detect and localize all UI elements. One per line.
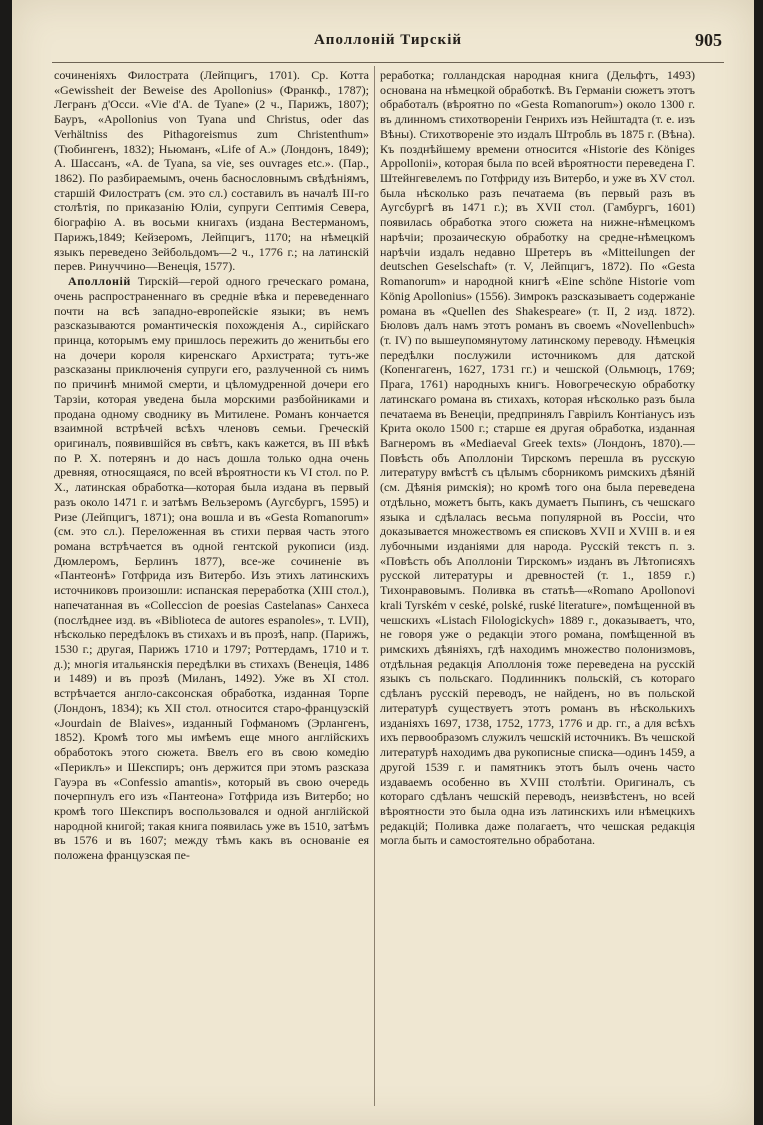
book-page [12, 0, 754, 1125]
article-continuation-paragraph: реработка; голландская народная книга (Дельфтъ, 1493) основана на нѣмецкой обработкѣ. Въ Германіи сюжетъ этотъ обработалъ (вѣроятно по «Gesta Romanorum») около 1300 г. въ длинномъ стихотвореніи Генрихъ изъ Нейштадта (т. е. изъ Вѣны). Стихотвореніе это издалъ Штробль въ 1875 г. (Вѣна). Къ позднѣйшему времени относится «Historie des Königes Appollonii», которая была по всей вѣроятности переведена Г. Штейнгевелемъ по Готфриду изъ Витербо, и уже въ XV стол. была нѣсколько разъ печатаема (въ первый разъ въ Аугсбургѣ въ 1471 г.); въ XVII стол. (Гамбургъ, 1601) появилась обработка этого сюжета на нижне-нѣмецкомъ нарѣчіи; прозаическую обработку на средне-нѣмецкомъ нарѣчіи издалъ недавно Шретеръ въ «Mitteilungen der deutschen Geselschaft» (т. V, Лейпцигъ, 1872). По «Gesta Romanorum» и народной книгѣ «Eine schöne Historie vom König Apollonius» (1556). Зимрокъ разсказываетъ содержаніе романа въ «Quellen des Shakespeare» (т. II, 2 изд. 1872). Бюловъ далъ намъ этотъ романъ въ своемъ «Novellenbuch» (т. IV) по вышеупомянутому латинскому переводу. Нѣмецкія передѣлки послужили источникомъ для датской (Копенгагенъ, 1627, 1731 гг.) и чешской (Ольмюцъ, 1769; Прага, 1761) народныхъ книгъ. Новогреческую обработку латинскаго романа въ стихахъ, которая нѣсколько разъ была печатаема въ Венеціи, предпринялъ Гавріилъ Контіанусъ изъ Крита около 1500 г.; старше ея другая обработка, изданная Вагнеромъ въ «Mediaeval Greek texts» (Лондонъ, 1870).—Повѣсть объ Аполлоніи Тирскомъ перешла въ русскую литературу вмѣстѣ съ цѣлымъ сборникомъ римскихъ дѣяній (см. Дѣянія римскія); но кромѣ того она была переведена отдѣльно, можетъ быть, какъ думаетъ Пыпинъ, съ чешскаго языка и сдѣлалась весьма популярной въ Россіи, что доказывается множествомъ ея списковъ XVII и XVIII в. и ея лубочными изданіями для народа. Русскій текстъ п. з. «Повѣсть объ Аполлоніи Тирскомъ» изданъ въ Лѣтописяхъ русской литературы и древностей (т. 1., 1859 г.) Тихонравовымъ. Поливка въ статьѣ—«Romano Apollonovi krali Tyrském v ceské, polské, ruské literature», помѣщенной въ чешскихъ «Listach Filologickych» 1889 г., доказываетъ, что, не говоря уже о редакціи этого романа, помѣщенной въ римскихъ дѣяніяхъ, гдѣ находимъ множество полонизмовъ, отдѣльная редакція Аполлонія тоже переведена на русскій языкъ съ польскаго. Подлинникъ польскій, съ котораго сдѣланъ русскій переводъ, не найденъ, но въ польской литературѣ существуетъ этотъ романъ въ нѣсколькихъ изданіяхъ 1697, 1738, 1752, 1773, 1776 и др. гг., а для всѣхъ ихъ первообразомъ служилъ чешскій источникъ. Въ чешской литературѣ находимъ два рукописные списка—одинъ 1459, а другой 1539 г. и памятникъ этотъ былъ очень часто издаваемъ особенно въ XVIII столѣтіи. Оригиналъ, съ котораго сдѣланъ чешскій переводъ, неизвѣстенъ, но всей вѣроятности это была одна изъ латинскихъ или нѣмецкихъ редакцій; Поливка даже полагаетъ, что чешская редакція могла быть и самостоятельно обработана. [380, 68, 695, 848]
right-column [380, 68, 695, 1100]
article-body: Тирскій—герой одного греческаго романа, очень распространеннаго въ средніе вѣка и переведеннаго почти на всѣ западно-европейскіе языки; въ немъ разсказываются романтическія похожденія А., сирійскаго принца, которымъ ему пришлось пережить до женитьбы его на дочери короля киренскаго Архистрата; тутъ-же разсказаны приключенія супруги его, разлученной съ нимъ по причинѣ мнимой смерти, и цѣломудренной дочери его Тарзіи, которая уведена была морскими разбойниками и продана одному своднику въ Митилене. Романъ кончается взаимной встрѣчей всѣхъ членовъ семьи. Греческій оригиналъ, появившійся въ свѣтъ, какъ кажется, въ III вѣкѣ по Р. Х. потерянъ и до насъ дошла только одна очень древняя, относящаяся, по всей вѣроятности къ VI стол. по Р. Х., латинская обработка—которая была издана въ первый разъ около 1471 г. и затѣмъ Вельзеромъ (Аугсбургъ, 1595) и Ризе (Лейпцигъ, 1871); она вошла и въ «Gesta Romanorum» (см. это сл.). Переложенная въ стихи первая часть этого романа встрѣчается въ одной гентской рукописи (изд. Дюмлеромъ, Берлинъ 1877), все-же сочиненіе въ «Пантеонѣ» Готфрида изъ Витербо. Изъ этихъ латинскихъ источниковъ произошли: испанская переработка (XIII стол.), напечатанная въ «Colleccion de poesias Castelanas» Санхеса (послѣднее изд. въ «Biblioteca de autores espanoles», т. LVII), нѣсколько передѣлокъ въ стихахъ и въ прозѣ, напр. (Парижъ, 1530 г.; другая, Парижъ 1710 и 1797; Роттердамъ, 1710 и т. д.); многія итальянскія передѣлки въ стихахъ (Венеція, 1486 и 1489) и въ прозѣ (Миланъ, 1492). Уже въ XI стол. встрѣчается англо-саксонская обработка, изданная Торпе (Лондонъ, 1834); къ XII стол. относится старо-французскій «Jourdain de Blaives», изданный Гофманомъ (Эрлангенъ, 1852). Кромѣ того мы имѣемъ еще много англійскихъ обработокъ этого сюжета. Ввелъ его въ свою комедію «Периклъ» и Шекспиръ; онъ держится при этомъ разсказа Гауэра въ «Confessio amantis», который въ свою очередь почерпнулъ его изъ «Пантеона» Готфрида изъ Витербо; но кромѣ того Шекспиръ воспользовался и одной англійской народной книгой; такая книга появилась уже въ 1510, затѣмъ въ 1576 и въ 1607; между тѣмъ какъ въ основаніе ея положена французская пе- [54, 274, 369, 863]
page-header [52, 32, 724, 56]
header-rule [52, 62, 724, 63]
article-apollonius-tyre [54, 274, 369, 863]
page-title: Аполлоній Тирскій [313, 32, 463, 48]
left-column [54, 68, 369, 1100]
article-continuation-paragraph: сочиненіяхъ Филострата (Лейпцигъ, 1701). Ср. Котта «Gewissheit der Beweise des Apollonius» (Франкф., 1787); Легранъ д'Осси. «Vie d'A. de Tyane» (2 ч., Парижъ, 1807); Бауръ, «Apollonius von Tyana und Christus, oder das Verhältniss des Pithagoreismus zum Christenthum» (Тюбингенъ, 1832); Ньюманъ, «Life of A.» (Лондонъ, 1849); А. Шассанъ, «A. de Tyana, sa vie, ses ouvrages etc.». (Пар., 1862). По разбираемымъ, очень баснословнымъ свѣдѣніямъ, старшій Филостратъ (см. это сл.) составилъ въ началѣ III-го столѣтія, по приказанію Юліи, супруги Септимія Севера, біографію А. въ восьми книгахъ (издана Вестерманомъ, Парижъ,1849; Кейзеромъ, Лейпцигъ, 1170; на нѣмецкій языкъ переведено Зейбольдомъ—2 ч., 1776 г.; на латинскій перев. Ринуччино—Венеція, 1577). [54, 68, 369, 274]
headword: Аполлоній [68, 274, 131, 289]
page-number: 905 [695, 30, 722, 50]
column-divider [374, 66, 375, 1106]
